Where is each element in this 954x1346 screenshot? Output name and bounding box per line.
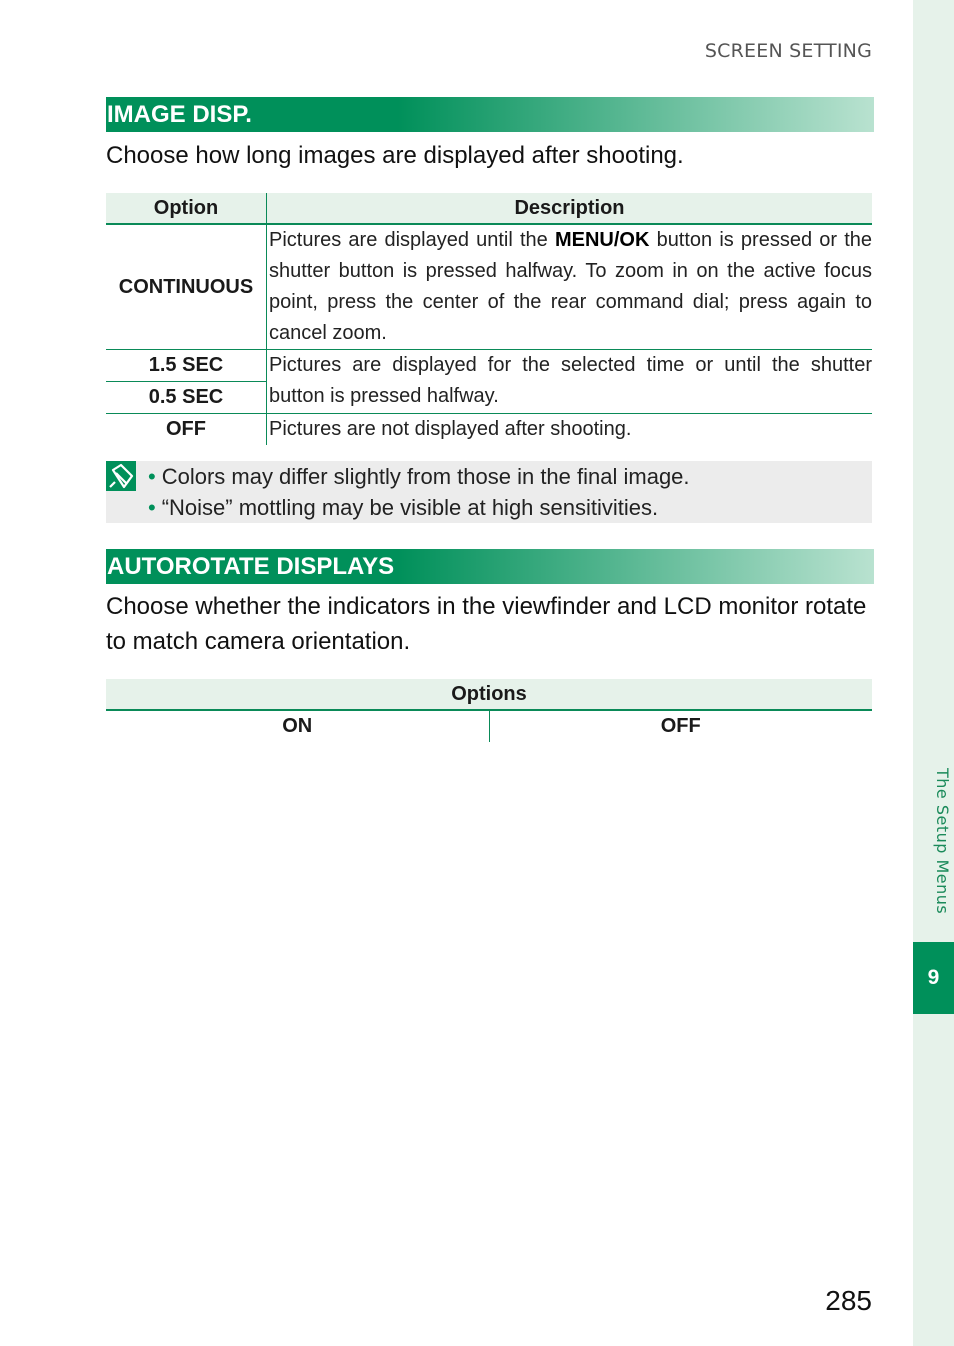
note-list <box>148 461 690 523</box>
column-header-description: Description <box>267 193 873 224</box>
option-off: OFF <box>106 414 267 446</box>
table-row <box>106 224 872 350</box>
autorotate-lead: Choose whether the indicators in the viewfinder and LCD monitor rotate to match camera orientation. <box>106 593 867 655</box>
autorotate-options-table <box>106 679 872 742</box>
table-row <box>106 414 872 446</box>
option-on: ON <box>106 710 489 742</box>
description-off: Pictures are not displayed after shooting. <box>267 414 873 446</box>
menu-ok-key: MENU/OK <box>554 229 650 251</box>
column-header-option: Option <box>106 193 267 224</box>
column-header-options: Options <box>106 679 872 710</box>
option-1-5-sec: 1.5 SEC <box>106 350 267 382</box>
list-item: • Colors may differ slightly from those in the final image. <box>148 464 690 489</box>
chapter-label: The Setup Menus <box>933 768 952 915</box>
table-row <box>106 710 872 742</box>
section-title-autorotate: AUTOROTATE DISPLAYS <box>106 549 874 584</box>
page-number: 285 <box>825 1285 872 1316</box>
note-box <box>106 461 872 523</box>
section-title-image-disp: IMAGE DISP. <box>106 97 874 132</box>
option-0-5-sec: 0.5 SEC <box>106 382 267 414</box>
running-header: SCREEN SETTING <box>704 40 872 62</box>
option-off-autorotate: OFF <box>660 715 701 737</box>
image-disp-table <box>106 193 872 445</box>
description-timed: Pictures are displayed for the selected time or until the shutter button is pressed halfway. <box>267 350 873 414</box>
chapter-number-tab: 9 <box>913 942 954 1014</box>
list-item: • “Noise” mottling may be visible at high sensitivities. <box>148 495 659 520</box>
option-continuous: CONTINUOUS <box>106 224 267 350</box>
table-row <box>106 350 872 382</box>
image-disp-lead: Choose how long images are displayed after shooting. <box>106 142 684 169</box>
note-pencil-icon <box>106 461 136 491</box>
chapter-sidebar <box>913 0 954 1346</box>
description-continuous: Pictures are displayed until the MENU/OK button is pressed or the shutter button is pressed halfway. To zoom in on the active focus point, press the center of the rear command dial; press again to cancel zoom. <box>269 229 872 344</box>
